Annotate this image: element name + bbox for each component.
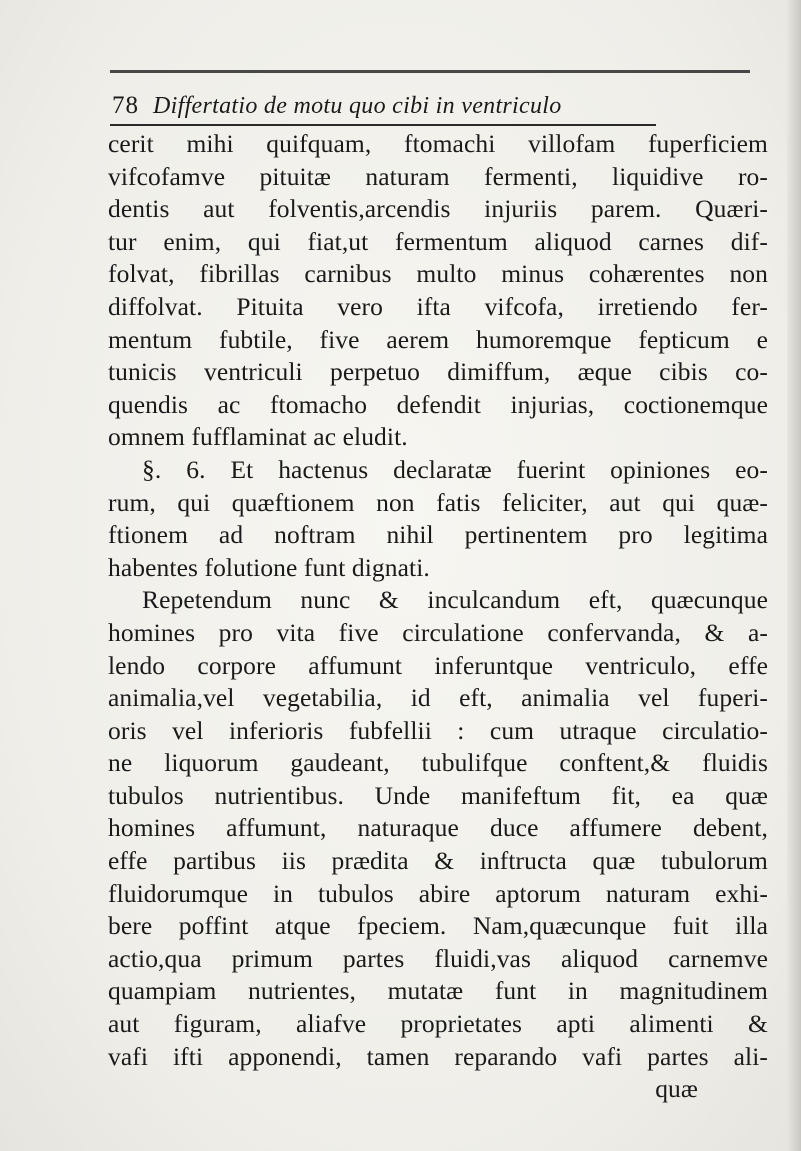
text-line: tubulos nutrientibus. Unde manifeftum fit, ea quæ [108, 780, 768, 810]
text-line: vifcofamve pituitæ naturam fermenti, liquidive ro- [108, 161, 768, 191]
text-line: omnem fufflaminat ac eludit. [108, 422, 408, 452]
text-line: bere poffint atque fpeciem. Nam,quæcunque fuit illa [108, 911, 768, 941]
text-line: tunicis ventriculi perpetuo dimiffum, æque cibis co- [108, 357, 768, 387]
top-rule [110, 70, 750, 73]
text-line: ftionem ad noftram nihil pertinentem pro legitima [108, 520, 768, 550]
text-line: fluidorumque in tubulos abire aptorum naturam exhi- [108, 878, 768, 908]
body-text [108, 128, 768, 1106]
text-line: homines affumunt, naturaque duce affumere debent, [108, 813, 768, 843]
text-line: folvat, fibrillas carnibus multo minus cohærentes non [108, 259, 768, 289]
catchword: quæ [655, 1074, 698, 1104]
text-line: actio,qua primum partes fluidi,vas aliquod carnemve [108, 943, 768, 973]
text-line: effe partibus iis prædita & inftructa quæ tubulorum [108, 846, 768, 876]
page-edge-shadow [787, 0, 801, 1151]
text-line: quampiam nutrientes, mutatæ funt in magnitudinem [108, 976, 768, 1006]
text-line: rum, qui quæftionem non fatis feliciter, aut qui quæ- [108, 487, 768, 517]
text-line: homines pro vita five circulatione confervanda, & a- [108, 617, 768, 647]
text-line: habentes folutione funt dignati. [108, 552, 430, 582]
text-line: lendo corpore affumunt inferuntque ventriculo, effe [108, 650, 768, 680]
section-start-line: §. 6. Et hactenus declaratæ fuerint opiniones eo- [142, 454, 768, 484]
text-line: vafi ifti apponendi, tamen reparando vafi partes ali- [108, 1041, 768, 1071]
text-line: diffolvat. Pituita vero ifta vifcofa, irretiendo fer- [108, 291, 768, 321]
text-line: aut figuram, aliafve proprietates apti alimenti & [108, 1009, 768, 1039]
header-rule [110, 124, 656, 126]
text-line: tur enim, qui fiat,ut fermentum aliquod carnes dif- [108, 226, 768, 256]
text-line: animalia,vel vegetabilia, id eft, animalia vel fuperi- [108, 683, 768, 713]
running-title: Differtatio de motu quo cibi in ventriculo [153, 93, 562, 119]
page-number: 78 [112, 92, 139, 119]
text-line: oris vel inferioris fubfellii : cum utraque circulatio- [108, 715, 768, 745]
text-line: ne liquorum gaudeant, tubulifque conftent,& fluidis [108, 748, 768, 778]
page-header [112, 92, 752, 126]
text-line: quendis ac ftomacho defendit injurias, coctionemque [108, 389, 768, 419]
text-line: mentum fubtile, five aerem humoremque fepticum e [108, 324, 768, 354]
text-line: cerit mihi quifquam, ftomachi villofam fuperficiem [108, 129, 768, 158]
text-line: dentis aut folventis,arcendis injuriis parem. Quæri- [108, 194, 768, 224]
paragraph-start-line: Repetendum nunc & inculcandum eft, quæcunque [142, 585, 768, 615]
